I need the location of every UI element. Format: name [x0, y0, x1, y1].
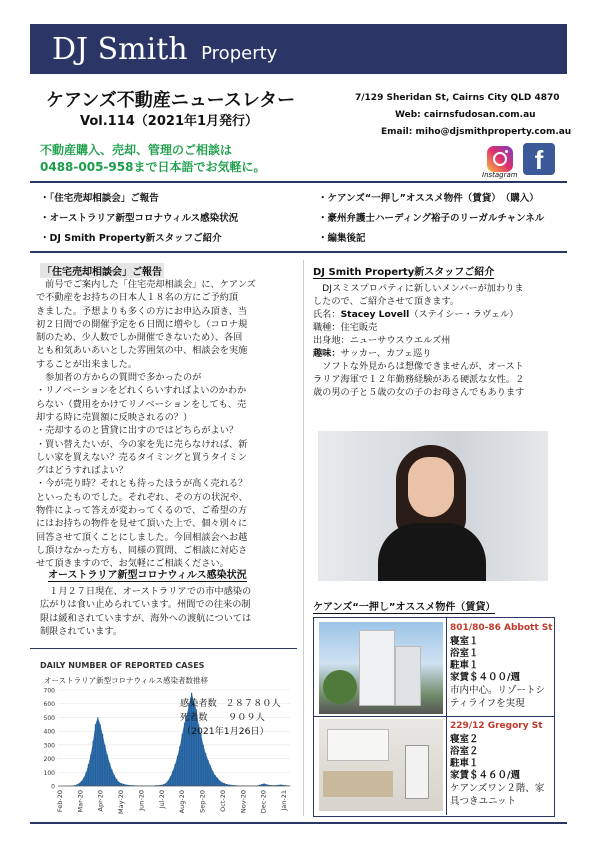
covid-divider	[30, 648, 297, 649]
y-tick-label: 0	[51, 783, 55, 791]
promo-line-2: 0488-005-958まで日本語でお気軽に。	[40, 160, 266, 174]
seminar-text-line: せて頂きますので、お気軽にご相談ください。	[36, 558, 229, 570]
rental-note: ティライフを実現	[450, 698, 525, 709]
stats-date: （2021年1月26日）	[182, 726, 269, 737]
deaths-value: ９０９人	[228, 712, 265, 723]
staff-bio-1: ソフトな外見からは想像できませんが、オースト	[313, 361, 524, 372]
staff-role: 職種：住宅販売	[313, 322, 378, 333]
facebook-icon[interactable]: f	[523, 143, 555, 175]
seminar-text-line: 却する時に売買額に反映されるの？）	[36, 411, 193, 423]
staff-title: DJ Smith Property新スタッフご紹介	[313, 263, 494, 279]
seminar-text-line: することが出来ました。	[36, 358, 138, 370]
rental-car: 駐車１	[450, 758, 479, 769]
covid-text-line: 限は緩和されていますが、海外への渡航については	[40, 612, 252, 624]
x-tick-label: Feb-20	[56, 790, 64, 813]
staff-name-label: 氏名：	[313, 309, 341, 320]
cases-label: 感染者数	[180, 698, 217, 709]
x-tick-label: Dec-20	[259, 790, 268, 814]
rental-note: 具つきユニット	[450, 796, 517, 807]
seminar-text-line: ・買い替えたいが、今の家を先に売らなければ、新	[36, 438, 248, 450]
y-tick-label: 600	[43, 701, 55, 709]
x-tick-label: Jun-20	[137, 790, 146, 811]
covid-text-line: 広がりは食い止められています。州間での往来の制	[40, 599, 251, 611]
staff-name-row	[313, 308, 518, 321]
seminar-text-line: しい家を買えない？売るタイミングと買うタイミン	[36, 451, 247, 463]
y-tick-label: 700	[43, 687, 55, 695]
cases-stat	[180, 697, 281, 710]
rental-note: 市内中心。リゾートシ	[450, 685, 546, 696]
seminar-text-line: 初２日間での開催予定を６日間に増やし（コロナ規	[36, 318, 248, 330]
brand-name: DJ Smith	[52, 32, 188, 67]
seminar-text-line: で不動産をお持ちの日本人１８名の方にご予約頂	[36, 292, 239, 304]
x-tick-label: Oct-20	[218, 790, 227, 812]
rental-address[interactable]: 801/80-86 Abbott St	[450, 623, 553, 633]
covid-body	[40, 585, 300, 638]
rental-photo-abbott[interactable]	[319, 622, 443, 714]
seminar-text-line: ・売却するのと賃貸に出すのではどちらがよい？	[36, 425, 239, 437]
toc-item[interactable]: ・「住宅売却相談会」ご報告	[40, 193, 159, 204]
y-tick-label: 500	[43, 714, 55, 722]
newsletter-title: ケアンズ不動産ニュースレター	[46, 90, 296, 111]
seminar-text-line: きました。予想よりも多くの方にお申込み頂き、当	[36, 305, 247, 317]
rental-col-divider	[446, 618, 447, 815]
seminar-text-line: 制のため、少人数でしか開催できないため）、各回	[36, 332, 243, 344]
x-tick-label: Jul-20	[157, 790, 166, 809]
rental-divider	[313, 716, 554, 717]
x-tick-label: May-20	[117, 790, 126, 814]
rental-bed: 寝室１	[450, 636, 479, 647]
toc-item[interactable]: ・豪州弁護士ハーディング裕子のリーガルチャンネル	[318, 213, 545, 224]
toc-item[interactable]: ・オーストラリア新型コロナウィルス感染状況	[40, 213, 239, 224]
x-tick-label: Aug-20	[178, 790, 187, 814]
x-tick-label: Mar-20	[76, 790, 85, 813]
brand-sub: Property	[201, 43, 278, 64]
staff-intro-1: DJスミスプロパティに新しいメンバーが加わりま	[313, 283, 524, 294]
instagram-icon[interactable]	[487, 146, 513, 172]
staff-hobby-label: 趣味：	[313, 348, 341, 359]
seminar-text-line: とも和気あいあいとした雰囲気の中、相談会を実施	[36, 345, 248, 357]
email-link[interactable]: Email: miho@djsmithproperty.com.au	[381, 127, 572, 137]
office-address: 7/129 Sheridan St, Cairns City QLD 4870	[355, 93, 560, 103]
rental-photo-gregory[interactable]	[319, 719, 443, 811]
seminar-body	[36, 278, 296, 571]
x-tick-label: Sep-20	[198, 790, 207, 813]
toc-item[interactable]: ・編集後記	[318, 233, 366, 244]
seminar-text-line: にはお持ちの物件を見せて頂いた上で、個々別々に	[36, 518, 248, 530]
staff-intro-2: したので、ご紹介させて頂きます。	[313, 296, 460, 307]
toc-item[interactable]: ・ケアンズ“一押し”オススメ物件（賃貸） （購入）	[318, 193, 539, 204]
footer-divider	[30, 822, 567, 824]
x-tick-label: Jan-21	[280, 790, 288, 811]
staff-name-kana: （ステイシー・ラヴェル）	[409, 309, 519, 320]
seminar-title: 「住宅売却相談会」ご報告	[40, 263, 164, 278]
deaths-stat	[180, 711, 265, 724]
staff-hobby-row	[313, 347, 431, 360]
cases-value: ２８７８０人	[225, 698, 281, 709]
rentals-title: ケアンズ“一押し”オススメ物件（賃貸）	[313, 598, 495, 614]
deaths-label: 死者数	[180, 712, 208, 723]
seminar-text-line: 参加者の方からの質問で多かったのが	[36, 372, 202, 384]
rental-note: ケアンズワン２階、家	[450, 783, 545, 794]
staff-origin: 出身地：ニューサウスウエルズ州	[313, 335, 451, 346]
covid-title: オーストラリア新型コロナウィルス感染状況	[48, 566, 247, 582]
covid-text-line: 制限されています。	[40, 625, 122, 637]
covid-text-line: １月２７日現在、オーストラリアでの市中感染の	[40, 586, 252, 597]
rental-address[interactable]: 229/12 Gregory St	[450, 721, 543, 731]
seminar-text-line: し頂けなかった方も、同様の質問、ご相談に対応さ	[36, 544, 248, 556]
promo-line-1: 不動産購入、売却、管理のご相談は	[40, 143, 233, 157]
seminar-text-line: 前号でご案内した「住宅売却相談会」に、ケアンズ	[36, 279, 256, 290]
rental-car: 駐車１	[450, 660, 479, 671]
chart-subtitle: オーストラリア新型コロナウィルス感染者数推移	[44, 676, 208, 685]
column-divider	[303, 260, 304, 816]
seminar-text-line: ・リノベーションをどれくらいすればよいのかわか	[36, 385, 247, 397]
chart-title: DAILY NUMBER OF REPORTED CASES	[40, 661, 205, 670]
seminar-text-line: 回答させて頂くことにしました。今回相談会へお越	[36, 531, 248, 543]
x-tick-label: Nov-20	[239, 790, 248, 814]
staff-bio-2: ラリア海軍で１２年勤務経験がある硬派な女性。２	[313, 374, 525, 385]
staff-bio-3: 歳の男の子と５歳の女の子のお母さんでもあります	[313, 387, 525, 398]
rental-rent: 家賃＄４００/週	[450, 672, 520, 683]
seminar-text-line: グはどうすればよい？	[36, 465, 128, 477]
seminar-text-line: 物件によって答えが変わってくるので、ご希望の方	[36, 505, 248, 517]
toc-divider	[30, 251, 567, 253]
instagram-label: Instagram	[482, 171, 518, 179]
rental-bath: 浴室２	[450, 746, 479, 757]
y-tick-label: 200	[43, 756, 55, 764]
seminar-text-line: ・今が売り時？それとも待ったほうが高く売れる？	[36, 478, 248, 490]
y-tick-label: 400	[43, 728, 55, 736]
staff-name: Stacey Lovell	[340, 309, 410, 320]
staff-hobby: サッカー、カフェ巡り	[340, 348, 432, 359]
seminar-text-line: らない（費用をかけてリノベーションをしても、売	[36, 398, 247, 410]
toc-item[interactable]: ・DJ Smith Property新スタッフご紹介	[40, 233, 222, 244]
staff-photo	[318, 431, 548, 581]
y-tick-label: 300	[43, 742, 55, 750]
rental-bath: 浴室１	[450, 648, 479, 659]
rental-bed: 寝室２	[450, 734, 479, 745]
brand-logo	[52, 32, 277, 72]
website-link[interactable]: Web: cairnsfudosan.com.au	[395, 110, 536, 120]
x-tick-label: Apr-20	[96, 790, 105, 812]
rental-rent: 家賃＄４６０/週	[450, 770, 520, 781]
volume-label: Vol.114（2021年1月発行）	[80, 114, 259, 129]
header-divider	[30, 181, 567, 183]
y-tick-label: 100	[43, 769, 55, 777]
seminar-text-line: といったものでした。それぞれ、その方の状況や、	[36, 491, 248, 503]
